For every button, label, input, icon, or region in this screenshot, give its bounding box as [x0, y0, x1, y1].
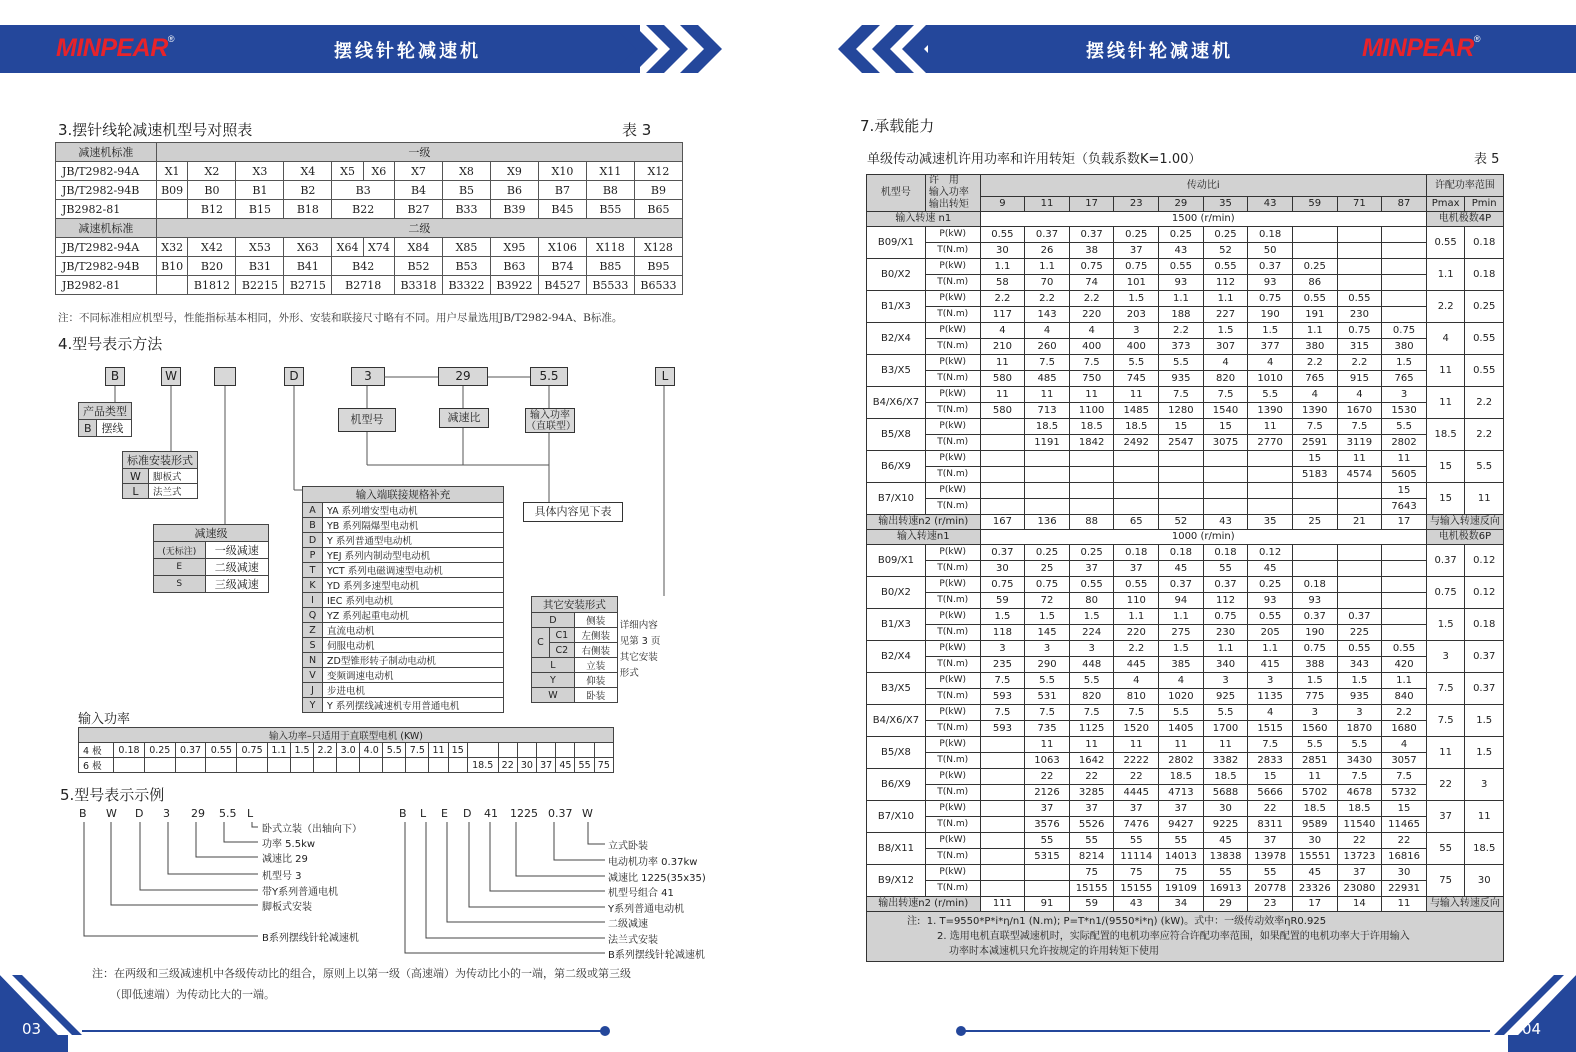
table-row: JB/T2982-94A X32 X42 X53 X63 X64 X74 X84 X85 X95 X106 X118 X128 [56, 238, 683, 257]
power-label: 输入功率 （直联型） [526, 410, 576, 432]
list-item: I IEC 系列电动机 [303, 593, 504, 608]
section-4-title: 4.型号表示方法 [58, 335, 163, 353]
brand-logo-right: MINPEAR® [1362, 34, 1480, 62]
machine-size-label: 机型号 [338, 408, 396, 432]
example-1-code: D [135, 807, 144, 820]
code-box-4: 3 [351, 367, 385, 386]
table-row: B0/X2 P(kW) 1.1 1.1 0.75 0.75 0.55 0.55 0.37 0.25 1.1 0.18 [867, 259, 1504, 275]
table-row: JB2982-81 B1812 B2215 B2715 B2718 B3318 B3322 B3922 B4527 B5533 B6533 [56, 276, 683, 295]
list-item: T YCT 系列电磁调速型电动机 [303, 563, 504, 578]
input-power-label: 输入功率 [78, 712, 131, 727]
example-2-code: B [399, 807, 407, 820]
table-row: JB/T2982-94B B09 B0 B1 B2 B3 B4 B5 B6 B7 B8 B9 [56, 181, 683, 200]
example-1-code: B [79, 807, 87, 820]
list-item: K YD 系列多速型电动机 [303, 578, 504, 593]
example-2-code: 0.37 [548, 807, 573, 820]
table-row: B1/X3 P(kW) 1.5 1.5 1.5 1.1 1.1 0.75 0.55 0.37 0.37 1.5 0.18 [867, 609, 1504, 625]
example-2-label: B系列摆线针轮减速机 [608, 950, 705, 961]
section-7-title: 7.承载能力 [860, 117, 935, 135]
code-box-6: 5.5 [530, 367, 568, 386]
table-row: B09/X1 P(kW) 0.37 0.25 0.25 0.18 0.18 0.18 0.12 0.37 0.12 [867, 545, 1504, 561]
brand-logo-left: MINPEAR® [56, 34, 174, 62]
example-1-label: 机型号 3 [262, 871, 302, 882]
table-row: JB/T2982-94A X1 X2 X3 X4 X5 X6 X7 X8 X9 X10 X11 X12 [56, 162, 683, 181]
list-item: P YEJ 系列内制动型电动机 [303, 548, 504, 563]
code-box-0: B [105, 367, 125, 386]
ratio-label: 减速比 [439, 408, 489, 428]
example-1-code: 3 [163, 807, 170, 820]
table-row: B3/X5 P(kW) 11 7.5 7.5 5.5 5.5 4 4 2.2 2.2 1.5 11 0.55 [867, 355, 1504, 371]
left-footer-decoration [0, 975, 620, 1052]
table-row: B9/X12 P(kW) 75 75 75 55 55 45 37 30 75 30 [867, 865, 1504, 881]
list-item: Y Y 系列摆线减速机专用普通电机 [303, 698, 504, 713]
example-2-code: D [463, 807, 472, 820]
section-5-title: 5.型号表示示例 [60, 786, 165, 804]
model-comparison-table: 减速机标准 一级 JB/T2982-94A X1 X2 X3 X4 X5 X6 X7 X8 X9 X10 X11 X12 JB/T2982-94B B09 B0 B1 B2 B3 B4 B5 B6 B7 B8 B9 JB2982-81 B12 B15 B18 B22 B27 B33 B39 B45 B55 B65 减速机标准 二级 JB/T2982-94A X32 X42 X53 X63 X64 X74 X84 X85 X95 X106 X118 X128 JB/T2982-94B B10 B20 B31 B41 B42 B52 B53 B63 B74 B85 B95 JB2982-81 B1812 B2215 B2715 B2718 B3318 B3322 B3922 B4527 B5533 B6533 [55, 142, 683, 295]
table-row: B2/X4 P(kW) 4 4 4 3 2.2 1.5 1.5 1.1 0.75 0.75 4 0.55 [867, 323, 1504, 339]
list-item: D Y 系列普通型电动机 [303, 533, 504, 548]
product-type-table: 产品类型 B 摆线 [78, 402, 132, 437]
example-1-code: W [106, 807, 117, 820]
example-1-code: 29 [191, 807, 205, 820]
right-footer-decoration [950, 975, 1576, 1052]
example-1-label: 脚板式安装 [262, 902, 312, 913]
list-item: Q YZ 系列起重电动机 [303, 608, 504, 623]
table-row: B5/X8 P(kW) 11 11 11 11 11 7.5 5.5 5.5 4 11 1.5 [867, 737, 1504, 753]
example-2-label: 法兰式安装 [608, 935, 658, 946]
example-1-code: L [247, 807, 254, 820]
code-box-1: W [161, 367, 181, 386]
table-row: B09/X1 P(kW) 0.55 0.37 0.37 0.25 0.25 0.25 0.18 0.55 0.18 [867, 227, 1504, 243]
list-item: S 伺服电动机 [303, 638, 504, 653]
list-item: A YA 系列增安型电动机 [303, 503, 504, 518]
example-2-label: 二级减速 [608, 919, 648, 930]
table-row: B4/X6/X7 P(kW) 7.5 7.5 7.5 7.5 5.5 5.5 4 3 3 2.2 7.5 1.5 [867, 705, 1504, 721]
example-1-label: 带Y系列普通电机 [262, 887, 339, 898]
table-3-note: 注：不同标准相应机型号，性能指标基本相同，外形、安装和联接尺寸略有不同。用户尽量选用JB/T2982-94A、B标准。 [58, 312, 623, 324]
example-2-label: 机型号组合 41 [608, 888, 674, 899]
table-row: B4/X6/X7 P(kW) 11 11 11 11 7.5 7.5 5.5 4 4 3 11 2.2 [867, 387, 1504, 403]
list-item: V 变频调速电动机 [303, 668, 504, 683]
table-row: JB/T2982-94B B10 B20 B31 B41 B42 B52 B53 B63 B74 B85 B95 [56, 257, 683, 276]
table-row: B8/X11 P(kW) 55 55 55 55 45 37 30 22 22 55 18.5 [867, 833, 1504, 849]
example-1-label: 功率 5.5kw [262, 839, 316, 850]
table-row: B5/X8 P(kW) 18.5 18.5 18.5 15 15 11 7.5 7.5 5.5 18.5 2.2 [867, 419, 1504, 435]
right-header-title: 摆线针轮减速机 [1086, 41, 1233, 62]
input-connection-table: 输入端联接规格补充 A YA 系列增安型电动机 B YB 系列隔爆型电动机 D Y 系列普通型电动机 P YEJ 系列内制动型电动机 T YCT 系列电磁调速型电动机 K YD 系列多速型电动机 I IEC 系列电动机 Q YZ 系列起重电动机 Z 直流电动机 S 伺服电动机 N ZD型锥形转子制动电动机 V 变频调速电动机 J 步进电机 Y Y 系列摆线减速机专用普通电机 [302, 486, 504, 713]
example-2-label: 电动机功率 0.37kw [608, 857, 698, 868]
table-row: B6/X9 P(kW) 15 11 11 15 5.5 [867, 451, 1504, 467]
table-5-label: 表 5 [1474, 152, 1500, 167]
code-box-5: 29 [438, 367, 488, 386]
list-item: B YB 系列隔爆型电动机 [303, 518, 504, 533]
example-1-label: 卧式立装（出轴向下） [262, 824, 362, 835]
section-5-note-1: 注：在两级和三级减速机中各级传动比的组合，原则上以第一级（高速端）为传动比小的一端，第二级或第三级 [92, 967, 631, 980]
table-row: B0/X2 P(kW) 0.75 0.75 0.55 0.55 0.37 0.37 0.25 0.18 0.75 0.12 [867, 577, 1504, 593]
table-row: B1/X3 P(kW) 2.2 2.2 2.2 1.5 1.1 1.1 0.75 0.55 0.55 2.2 0.25 [867, 291, 1504, 307]
other-mount-table: 其它安装形式 详细内容 见第 3 页 其它安装 形式 D 侧装 C C1 左侧装 C2 右侧装 L 立装 Y 仰装 W 卧装 [531, 596, 669, 703]
list-item: J 步进电机 [303, 683, 504, 698]
table-3-label: 表 3 [622, 121, 652, 139]
table-row: B3/X5 P(kW) 7.5 5.5 5.5 4 4 3 3 1.5 1.5 1.1 7.5 0.37 [867, 673, 1504, 689]
section-3-title: 3.摆针线轮减速机型号对照表 [58, 121, 253, 139]
example-2-code: 41 [484, 807, 498, 820]
example-1-code: 5.5 [219, 807, 237, 820]
example-2-code: E [441, 807, 448, 820]
table-row: B7/X10 P(kW) 15 15 11 [867, 483, 1504, 499]
table-row: B2/X4 P(kW) 3 3 3 2.2 1.5 1.1 1.1 0.75 0.55 0.55 3 0.37 [867, 641, 1504, 657]
page-number-right: 04 [1522, 1020, 1542, 1038]
load-capacity-table: 机型号 许 用 输入功率 输出转矩 传动比i 许配功率范围 9 11 17 23 29 35 43 59 71 87 Pmax Pmin 输入转速 n1 1500 (r/min) 电机极数4P B09/X1 P(kW) 0.55 0.37 0.37 0.25 0.25 0.25 0.18 0.55 0.18 T(N.m) 30 26 38 37 43 52 50 B0/X2 P(kW) 1.1 1.1 0.75 0.75 0.55 0.55 0.37 0.25 1.1 0.18 T(N.m) 58 70 74 101 93 112 93 86 B1/X3 P(kW) 2.2 2.2 2.2 1.5 1.1 1.1 0.75 0.55 0.55 2.2 0.25 T(N.m) 117 143 220 203 188 227 190 191 230 B2/X4 P(kW) 4 4 4 3 2.2 1.5 1.5 1.1 0.75 0.75 4 0.55 T(N.m) 210 260 400 400 373 307 377 380 315 380 B3/X5 P(kW) 11 7.5 7.5 5.5 5.5 4 4 2.2 2.2 1.5 11 0.55 T(N.m) 580 485 750 745 935 820 1010 765 915 765 B4/X6/X7 P(kW) 11 11 11 11 7.5 7.5 5.5 4 4 3 11 2.2 T(N.m) 580 713 1100 1485 1280 1540 1390 1390 1670 1530 B5/X8 P(kW) 18.5 18.5 18.5 15 15 11 7.5 7.5 5.5 18.5 2.2 T(N.m) 1191 1842 2492 2547 3075 2770 2591 3119 2802 B6/X9 P(kW) 15 11 11 15 5.5 T(N.m) 5183 4574 5605 B7/X10 P(kW) 15 15 11 T(N.m) 7643 输出转速n2 (r/min) 167 136 88 65 52 43 35 25 21 17 与输入转速反向 输入转速n1 1000 (r/min) 电机极数6P B09/X1 P(kW) 0.37 0.25 0.25 0.18 0.18 0.18 0.12 0.37 0.12 T(N.m) 30 25 37 37 45 55 45 B0/X2 P(kW) 0.75 0.75 0.55 0.55 0.37 0.37 0.25 0.18 0.75 0.12 T(N.m) 59 72 80 110 94 112 93 93 B1/X3 P(kW) 1.5 1.5 1.5 1.1 1.1 0.75 0.55 0.37 0.37 1.5 0.18 T(N.m) 118 145 224 220 275 230 205 190 225 B2/X4 P(kW) 3 3 3 2.2 1.5 1.1 1.1 0.75 0.55 0.55 3 0.37 T(N.m) 235 290 448 445 385 340 415 388 343 420 B3/X5 P(kW) 7.5 5.5 5.5 4 4 3 3 1.5 1.5 1.1 7.5 0.37 T(N.m) 593 531 820 810 1020 925 1135 775 935 840 B4/X6/X7 P(kW) 7.5 7.5 7.5 7.5 5.5 5.5 4 3 3 2.2 7.5 1.5 T(N.m) 593 735 1125 1520 1405 1700 1515 1560 1870 1680 B5/X8 P(kW) 11 11 11 11 11 7.5 5.5 5.5 4 11 1.5 T(N.m) 1063 1642 2222 2802 3382 2833 2851 3430 3057 B6/X9 P(kW) 22 22 22 18.5 18.5 15 11 7.5 7.5 22 3 T(N.m) 2126 3285 4445 4713 5688 5666 5702 4678 5732 B7/X10 P(kW) 37 37 37 37 30 22 18.5 18.5 15 37 11 T(N.m) 3576 5526 7476 9427 9225 8311 9589 11540 11465 B8/X11 P(kW) 55 55 55 55 45 37 30 22 22 55 18.5 T(N.m) 5315 8214 11114 14013 13838 13978 15551 13723 16816 B9/X12 P(kW) 75 75 75 55 55 45 37 30 75 30 T(N.m) 15155 15155 19109 16913 20778 23326 23080 22931 输出转速n2 (r/min) 111 91 59 43 34 29 23 17 14 11 与输入转速反向 注: 1. T=9550*P*i*η/n1 (N.m); P=T*n1/(9550*i*η) (kW)。式中：一级传动效率ηR0.925 2. 选用电机直联型减速机时，实际配置的电机功率应符合许配功率范围，如果配置的电机功率大于许用输入 功率时本减速机只允许按规定的许用转矩下使用 [866, 174, 1504, 962]
right-header-bar [928, 25, 1576, 73]
example-2-code: L [420, 807, 427, 820]
section-5-note-2: （即低速端）为传动比大的一端。 [110, 988, 275, 1001]
example-lines [0, 0, 780, 1000]
table-5-subtitle: 单级传动减速机许用功率和许用转矩（负载系数K=1.00） [867, 152, 1202, 167]
example-2-code: 1225 [510, 807, 538, 820]
stage-table: 减速级 (无标注) 一级减速 E 二级减速 S 三级减速 [153, 524, 269, 593]
left-header-title: 摆线针轮减速机 [334, 41, 481, 62]
example-2-label: 减速比 1225(35x35) [608, 873, 706, 884]
example-2-code: W [582, 807, 593, 820]
example-1-label: 减速比 29 [262, 854, 308, 865]
table-row: JB2982-81 B12 B15 B18 B22 B27 B33 B39 B45 B55 B65 [56, 200, 683, 219]
input-power-table: 输入功率–只适用于直联型电机 (KW) 4 极 0.18 0.25 0.37 0.55 0.75 1.1 1.5 2.2 3.0 4.0 5.5 7.5 11 15 6 极 18.5 22 30 37 45 55 75 [78, 727, 614, 773]
table-row: B7/X10 P(kW) 37 37 37 37 30 22 18.5 18.5 15 37 11 [867, 801, 1504, 817]
detail-label: 具体内容见下表 [523, 502, 623, 522]
example-2-label: Y系列普通电动机 [608, 904, 685, 915]
code-box-3: D [284, 367, 304, 386]
page-number-left: 03 [22, 1020, 42, 1038]
mount-type-table: 标准安装形式 W 脚板式 L 法兰式 [122, 451, 198, 499]
example-2-label: 立式卧装 [608, 841, 648, 852]
list-item: N ZD型锥形转子制动电动机 [303, 653, 504, 668]
code-box-7: L [655, 367, 675, 386]
list-item: Z 直流电动机 [303, 623, 504, 638]
table-row: B6/X9 P(kW) 22 22 22 18.5 18.5 15 11 7.5 7.5 22 3 [867, 769, 1504, 785]
example-1-label: B系列摆线针轮减速机 [262, 933, 359, 944]
